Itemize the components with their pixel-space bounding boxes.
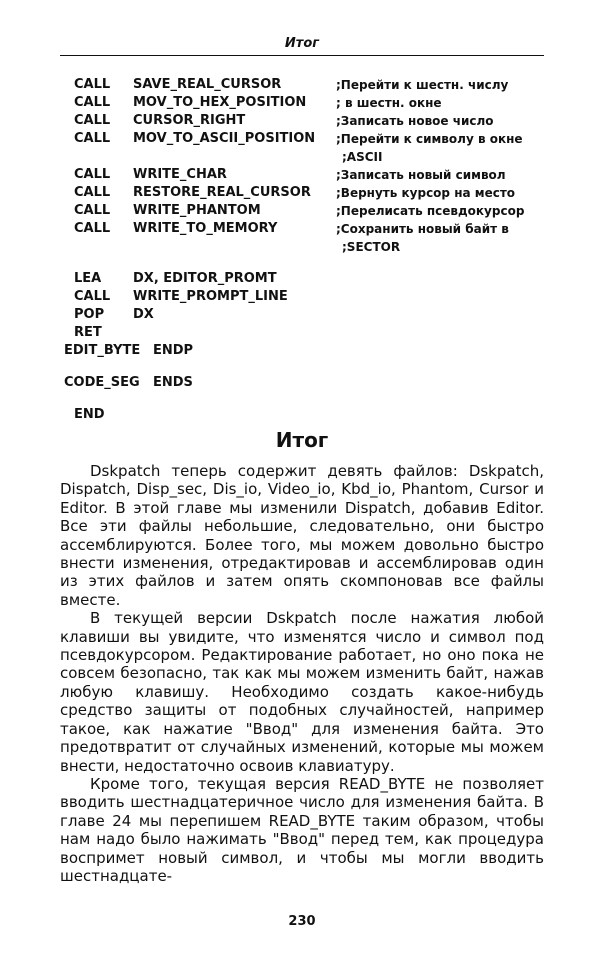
code-line	[60, 324, 544, 342]
code-line	[60, 270, 544, 288]
code-op: CALL	[74, 131, 111, 146]
code-line	[60, 406, 544, 424]
code-arg: SAVE_REAL_CURSOR	[133, 77, 282, 92]
code-line	[60, 76, 544, 94]
code-op: CALL	[74, 77, 111, 92]
code-comment: ;Записать новое число	[336, 114, 494, 128]
code-line	[60, 374, 544, 392]
body-text	[60, 462, 544, 885]
code-line	[60, 306, 544, 324]
code-line	[60, 184, 544, 202]
code-op: LEA	[74, 271, 102, 286]
code-line	[60, 342, 544, 360]
code-comment: ;Перейти к шестн. числу	[336, 78, 509, 92]
code-op: POP	[74, 307, 105, 322]
code-op: CALL	[74, 185, 111, 200]
paragraph: В текущей версии Dskpatch после нажатия любой клавиши вы увидите, что изменятся число и символ под псевдокурсором. Редактирование работает, но оно пока не совсем безопасно, так как мы можем изменить байт, нажав любую клавишу. Необходимо создать какое-нибудь средство защиты от подобных случайностей, например такое, как нажатие "Ввод" для изменения байта. Это предотвратит от случайных изменений, которые мы можем внести, недостаточно освоив клавиатуру.	[60, 609, 544, 775]
code-directive: ENDS	[153, 375, 193, 390]
code-comment: ;Перелисать псевдокурсор	[336, 204, 525, 218]
code-line	[60, 220, 544, 238]
code-line	[60, 288, 544, 306]
code-listing	[60, 76, 544, 424]
code-line	[60, 148, 544, 166]
page-number: 230	[288, 914, 316, 929]
code-arg: DX, EDITOR_PROMT	[133, 271, 277, 286]
code-line	[60, 238, 544, 256]
code-comment: ;Записать новый символ	[336, 168, 506, 182]
code-arg: WRITE_PROMPT_LINE	[133, 289, 288, 304]
running-head: Итог	[284, 36, 320, 51]
code-arg: MOV_TO_ASCII_POSITION	[133, 131, 316, 146]
code-comment: ;Перейти к символу в окне	[336, 132, 523, 146]
code-comment: ;Сохранить новый байт в	[336, 222, 509, 236]
code-arg: WRITE_CHAR	[133, 167, 227, 182]
code-directive: ENDP	[153, 343, 194, 358]
code-op: CALL	[74, 95, 111, 110]
section-title: Итог	[275, 428, 329, 452]
code-op: RET	[74, 325, 102, 340]
code-line	[60, 202, 544, 220]
code-label: CODE_SEG	[64, 375, 140, 390]
code-op: END	[74, 407, 105, 422]
code-arg: RESTORE_REAL_CURSOR	[133, 185, 311, 200]
code-line	[60, 166, 544, 184]
paragraph: Dskpatch теперь содержит девять файлов: Dskpatch, Dispatch, Disp_sec, Dis_io, Video_io, Kbd_io, Phantom, Cursor и Editor. В этой главе мы изменили Dispatch, добавив Editor. Все эти файлы небольшие, следовательно, они быстро ассемблируются. Более того, мы можем довольно быстро внести изменения, отредактировав и ассемблировав один из этих файлов и затем опять скомпоновав все файлы вместе.	[60, 462, 544, 609]
header-rule	[60, 55, 544, 56]
code-comment: ;ASCII	[342, 150, 383, 164]
code-arg: CURSOR_RIGHT	[133, 113, 246, 128]
code-line	[60, 94, 544, 112]
code-arg: MOV_TO_HEX_POSITION	[133, 95, 307, 110]
code-op: CALL	[74, 113, 111, 128]
code-comment: ; в шестн. окне	[336, 96, 442, 110]
code-label: EDIT_BYTE	[64, 343, 141, 358]
code-arg: WRITE_PHANTOM	[133, 203, 261, 218]
code-arg: WRITE_TO_MEMORY	[133, 221, 278, 236]
code-arg: DX	[133, 307, 154, 322]
code-line	[60, 130, 544, 148]
code-op: CALL	[74, 203, 111, 218]
code-line	[60, 112, 544, 130]
code-comment: ;Вернуть курсор на место	[336, 186, 516, 200]
code-op: CALL	[74, 167, 111, 182]
code-op: CALL	[74, 289, 111, 304]
code-op: CALL	[74, 221, 111, 236]
paragraph: Кроме того, текущая версия READ_BYTE не позволяет вводить шестнадцатеричное число для изменения байта. В главе 24 мы перепишем READ_BYTE таким образом, чтобы нам надо было нажимать "Ввод" перед тем, как процедура воспримет новый символ, и чтобы мы могли вводить шестнадцате-	[60, 774, 544, 885]
code-comment: ;SECTOR	[342, 240, 401, 254]
